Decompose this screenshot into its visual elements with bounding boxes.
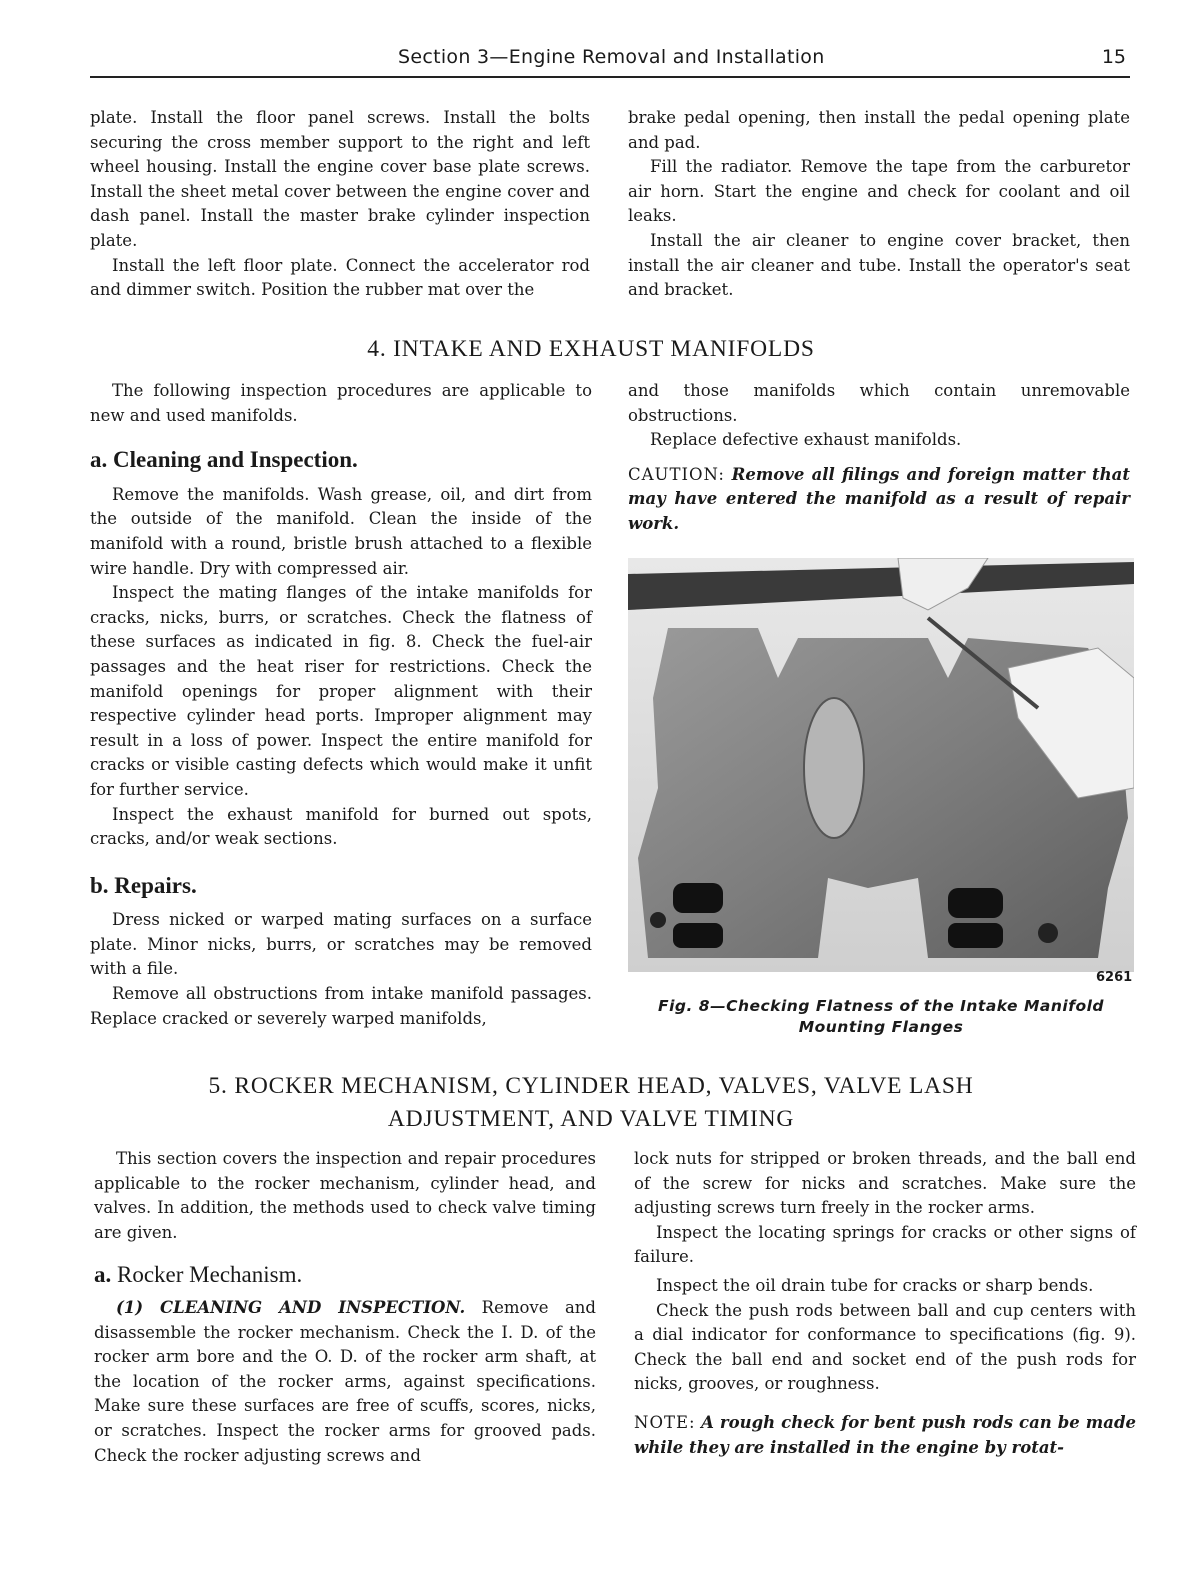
- manifold-photo-illustration: [628, 558, 1134, 972]
- figure-caption: Fig. 8—Checking Flatness of the Intake Manifold Mounting Flanges: [658, 997, 1104, 1036]
- paragraph: The following inspection procedures are applicable to new and used manifolds.: [90, 381, 592, 425]
- caution-label: CAUTION:: [628, 464, 725, 484]
- figure-number: 6261: [1096, 970, 1133, 985]
- paragraph: Install the left floor plate. Connect the accelerator rod and dimmer switch. Position the rubber mat over the: [90, 255, 590, 300]
- running-head: [90, 46, 1130, 78]
- subsection-letter: b.: [90, 872, 109, 898]
- paragraph: Remove the manifolds. Wash grease, oil, and dirt from the outside of the manifold. Clean the inside of the manifold with a round, bristle brush attached to a flexible wire handle. Dry with compressed air.: [90, 484, 592, 578]
- paragraph: and those manifolds which contain unremovable obstructions.: [628, 381, 1130, 425]
- paragraph: lock nuts for stripped or broken threads, and the ball end of the screw for nicks and scratches. Make sure the adjusting screws turn freely in the rocker arms.: [634, 1149, 1136, 1218]
- paragraph: Install the air cleaner to engine cover bracket, then install the air cleaner and tube. Install the operator's seat and bracket.: [628, 230, 1130, 300]
- section-4-left-column: [90, 379, 592, 1031]
- procedure-label: (1) CLEANING AND INSPECTION.: [116, 1297, 466, 1317]
- subsection-title: Cleaning and Inspection.: [113, 447, 358, 473]
- procedure-text: Remove and disassemble the rocker mechanism. Check the I. D. of the rocker arm bore and the O. D. of the rocker arm shaft, at the location of the rocker arms, against specifications. Make sure these surfaces are free of scuffs, scores, nicks, or scratches. Inspect the rocker arms for grooved pads. Check the rocker adjusting screws and: [94, 1297, 596, 1465]
- note-label: NOTE:: [634, 1412, 696, 1432]
- port: [673, 883, 723, 913]
- port: [673, 923, 723, 948]
- paragraph: Inspect the exhaust manifold for burned out spots, cracks, and/or weak sections.: [90, 804, 592, 849]
- section-5-heading: [0, 1070, 1182, 1136]
- subsection-letter: a.: [94, 1262, 112, 1288]
- top-right-column: [628, 106, 1130, 303]
- paragraph: Dress nicked or warped mating surfaces on a surface plate. Minor nicks, burrs, or scratches may be removed with a file.: [90, 910, 592, 979]
- note-text: A rough check for bent push rods can be made while they are installed in the engine by rotat-: [634, 1412, 1136, 1457]
- note: [634, 1411, 1136, 1460]
- subsection-title: Rocker Mechanism.: [117, 1262, 303, 1288]
- subsection-letter: a.: [90, 447, 108, 473]
- caution-text: Remove all filings and foreign matter that may have entered the manifold as a result of repair work.: [628, 464, 1130, 533]
- subsection-a-heading: [90, 448, 592, 473]
- paragraph: Fill the radiator. Remove the tape from the carburetor air horn. Start the engine and check for coolant and oil leaks.: [628, 157, 1130, 226]
- paragraph: plate. Install the floor panel screws. Install the bolts securing the cross member support to the right and left wheel housing. Install the engine cover base plate screws. Install the sheet metal cover between the engine cover and dash panel. Install the master brake cylinder inspection plate.: [90, 108, 590, 250]
- paragraph: Check the push rods between ball and cup centers with a dial indicator for conformance to specifications (fig. 9). Check the ball end and socket end of the push rods for nicks, grooves, or roughness.: [634, 1300, 1136, 1394]
- caution-note: [628, 463, 1130, 537]
- paragraph: This section covers the inspection and repair procedures applicable to the rocker mechanism, cylinder head, and valves. In addition, the methods used to check valve timing are given.: [94, 1149, 596, 1242]
- subsection-b-heading: [90, 874, 592, 899]
- port: [948, 923, 1003, 948]
- port: [948, 888, 1003, 918]
- page-number: 15: [1101, 46, 1126, 68]
- subsection-a-heading: [94, 1263, 596, 1288]
- section-5-left-column: [94, 1147, 596, 1468]
- top-left-column: [90, 106, 590, 303]
- paragraph: Remove all obstructions from intake manifold passages. Replace cracked or severely warped manifolds,: [90, 984, 592, 1028]
- paragraph: Inspect the locating springs for cracks or other signs of failure.: [634, 1222, 1136, 1267]
- paragraph: Replace defective exhaust manifolds.: [650, 430, 962, 450]
- paragraph: Inspect the mating flanges of the intake manifolds for cracks, nicks, burrs, or scratches. Check the flatness of these surfaces as indicated in fig. 8. Check the fuel-air passages and the heat riser for restrictions. Check the manifold openings for proper alignment with their respective cylinder head ports. Improper alignment may result in a loss of power. Inspect the entire manifold for cracks or visible casting defects which would make it unfit for further service.: [90, 583, 592, 799]
- section-4-heading: 4. INTAKE AND EXHAUST MANIFOLDS: [367, 336, 815, 362]
- section-title: Section 3—Engine Removal and Installation: [398, 46, 825, 68]
- section-5-heading-line: 5. ROCKER MECHANISM, CYLINDER HEAD, VALVES, VALVE LASH: [208, 1073, 974, 1099]
- section-4-right-column: [628, 379, 1130, 537]
- paragraph: Inspect the oil drain tube for cracks or sharp bends.: [656, 1275, 1094, 1295]
- paragraph: brake pedal opening, then install the pedal opening plate and pad.: [628, 108, 1130, 152]
- paragraph: [94, 1296, 596, 1468]
- section-5-right-column: [634, 1147, 1136, 1460]
- section-5-heading-line: ADJUSTMENT, AND VALVE TIMING: [387, 1106, 795, 1132]
- figure-8-photo: [628, 558, 1134, 972]
- subsection-title: Repairs.: [114, 872, 197, 898]
